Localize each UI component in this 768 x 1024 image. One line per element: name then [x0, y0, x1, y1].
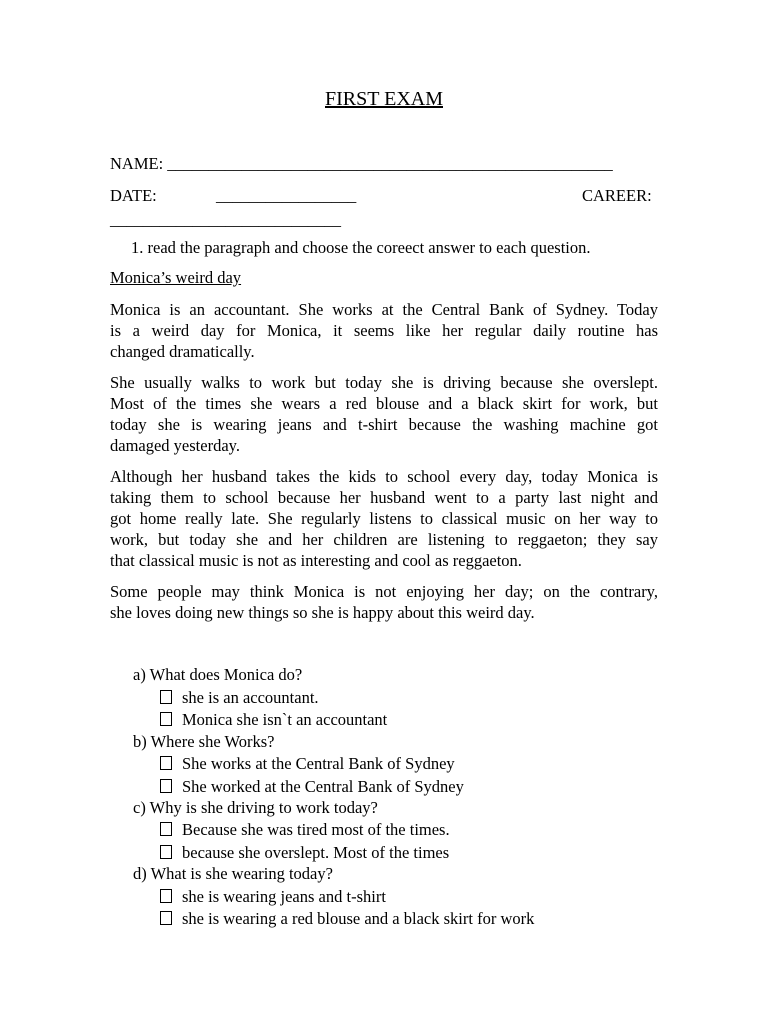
date-field-line: _________________	[216, 186, 357, 205]
paragraph-line: Monica is an accountant. She works at the Central Bank of Sydney. Today	[110, 300, 658, 319]
checkbox-icon[interactable]	[160, 690, 172, 704]
paragraph-line: taking them to school because her husband went to a party last night and	[110, 488, 658, 507]
paragraph-line: She usually walks to work but today she is driving because she overslept.	[110, 373, 658, 392]
checkbox-icon[interactable]	[160, 779, 172, 793]
paragraph-line: got home really late. She regularly listens to classical music on her way to	[110, 509, 658, 528]
answer-option-label: because she overslept. Most of the times	[182, 843, 450, 862]
question-d: d) What is she wearing today?	[133, 864, 333, 883]
answer-option-label: she is wearing a red blouse and a black skirt for work	[182, 909, 535, 928]
paragraph-line: Although her husband takes the kids to school every day, today Monica is	[110, 467, 658, 486]
answer-option[interactable]	[160, 688, 319, 708]
reading-heading: Monica’s weird day	[110, 268, 242, 287]
paragraph-line: damaged yesterday.	[110, 436, 240, 455]
paragraph-line: Most of the times she wears a red blouse and a black skirt for work, but	[110, 394, 658, 413]
paragraph-1	[110, 299, 658, 362]
checkbox-icon[interactable]	[160, 845, 172, 859]
answer-option-label: She worked at the Central Bank of Sydney	[182, 777, 464, 796]
paragraph-line: that classical music is not as interesting and cool as reggaeton.	[110, 551, 522, 570]
question-c: c) Why is she driving to work today?	[133, 798, 378, 817]
answer-option-label: she is wearing jeans and t-shirt	[182, 887, 386, 906]
career-label: CAREER:	[582, 186, 652, 205]
answer-option[interactable]	[160, 843, 449, 863]
paragraph-line: is a weird day for Monica, it seems like her regular daily routine has	[110, 321, 658, 340]
answer-option[interactable]	[160, 887, 386, 907]
paragraph-line: work, but today she and her children are listening to reggaeton; they say	[110, 530, 658, 549]
paragraph-line: she loves doing new things so she is happy about this weird day.	[110, 603, 535, 622]
paragraph-3	[110, 466, 658, 571]
question-a: a) What does Monica do?	[133, 665, 303, 684]
answer-option-label: she is an accountant.	[182, 688, 319, 707]
answer-option[interactable]	[160, 820, 450, 840]
answer-option-label: She works at the Central Bank of Sydney	[182, 754, 455, 773]
paragraph-line: today she is wearing jeans and t-shirt because the washing machine got	[110, 415, 658, 434]
instruction-text: 1. read the paragraph and choose the coreect answer to each question.	[131, 238, 591, 257]
paragraph-4	[110, 581, 658, 623]
checkbox-icon[interactable]	[160, 756, 172, 770]
paragraph-line: Some people may think Monica is not enjoying her day; on the contrary,	[110, 582, 658, 601]
paragraph-2	[110, 372, 658, 456]
checkbox-icon[interactable]	[160, 712, 172, 726]
answer-option[interactable]	[160, 710, 387, 730]
answer-option-label: Because she was tired most of the times.	[182, 820, 450, 839]
checkbox-icon[interactable]	[160, 822, 172, 836]
date-label: DATE:	[110, 186, 157, 205]
answer-option[interactable]	[160, 909, 534, 929]
answer-option[interactable]	[160, 754, 455, 774]
name-field-line: NAME: ______________________________________________________	[110, 154, 613, 173]
answer-option-label: Monica she isn`t an accountant	[182, 710, 388, 729]
paragraph-line: changed dramatically.	[110, 342, 255, 361]
checkbox-icon[interactable]	[160, 889, 172, 903]
career-field-line: ____________________________	[110, 210, 341, 229]
question-b: b) Where she Works?	[133, 732, 275, 751]
checkbox-icon[interactable]	[160, 911, 172, 925]
answer-option[interactable]	[160, 777, 464, 797]
page-title: FIRST EXAM	[325, 88, 443, 110]
